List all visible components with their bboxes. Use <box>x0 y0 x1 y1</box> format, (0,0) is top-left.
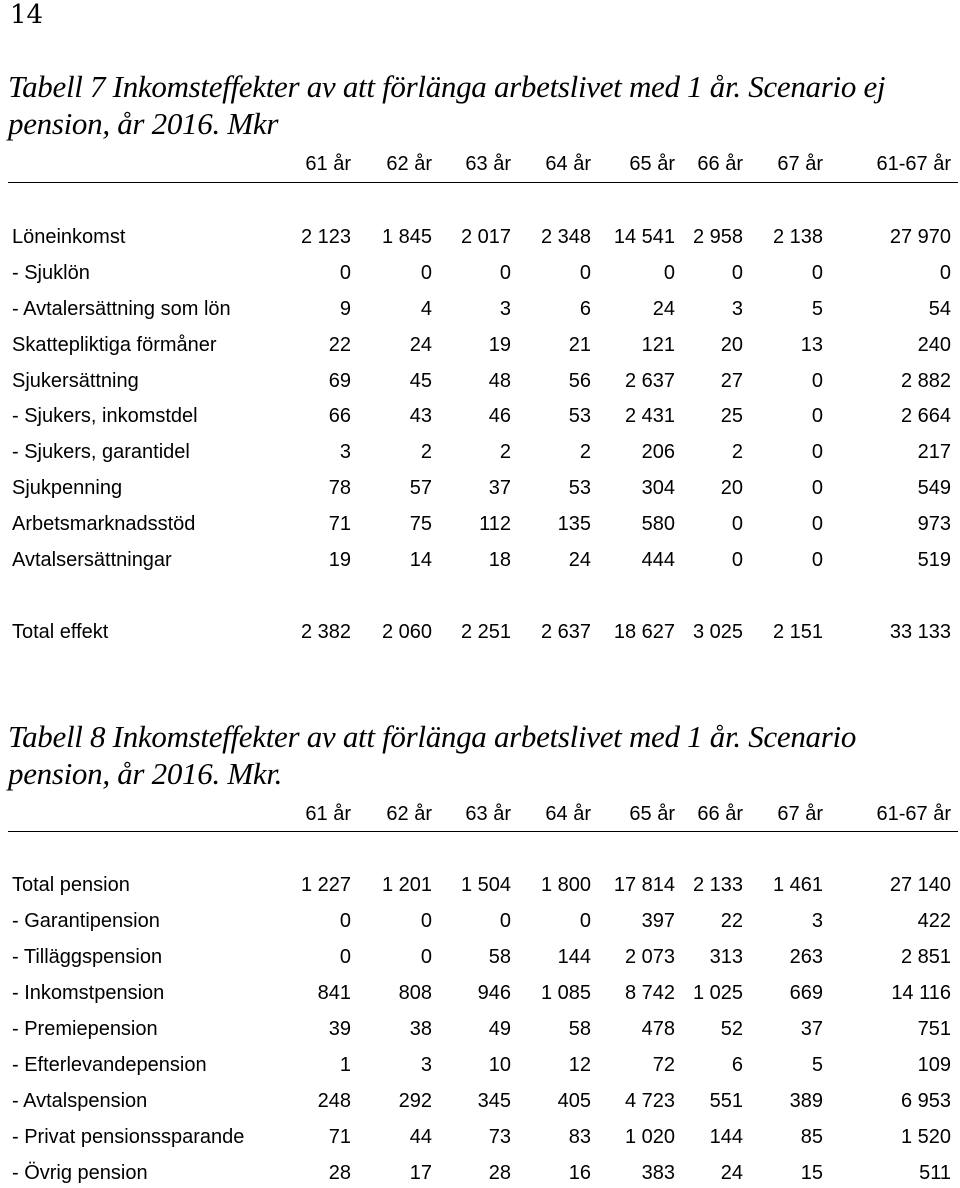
table-row <box>0 294 960 324</box>
table-cell: 37 <box>488 477 511 499</box>
table-cell: 85 <box>800 1126 823 1148</box>
table-cell: 0 <box>811 549 823 571</box>
table-cell: 4 723 <box>624 1090 675 1112</box>
table-cell: 1 520 <box>900 1126 951 1148</box>
table-cell: 2 637 <box>624 370 675 392</box>
table-cell: 2 060 <box>381 621 432 643</box>
table-cell: 33 133 <box>889 621 951 643</box>
table-cell: 72 <box>652 1054 675 1076</box>
table-cell: 422 <box>917 910 951 932</box>
table-cell: 2 664 <box>900 405 951 427</box>
table-cell: 511 <box>919 1162 951 1184</box>
table-cell: 83 <box>568 1126 591 1148</box>
table-row <box>0 1158 960 1188</box>
table-cell: 78 <box>328 477 351 499</box>
table-cell: 0 <box>499 262 511 284</box>
table-cell: 0 <box>339 262 351 284</box>
table-cell: 669 <box>789 982 823 1004</box>
table-cell: 58 <box>488 946 511 968</box>
table-cell: 1 085 <box>540 982 591 1004</box>
table-cell: 37 <box>800 1018 823 1040</box>
table-cell: 75 <box>409 513 432 535</box>
table-row <box>0 258 960 288</box>
table-cell: 5 <box>811 298 823 320</box>
table-cell: 2 <box>420 441 432 463</box>
table-cell: 1 025 <box>692 982 743 1004</box>
table-cell: 946 <box>477 982 511 1004</box>
table-cell: 2 251 <box>460 621 511 643</box>
table-cell: 2 123 <box>300 226 351 248</box>
table-cell: 17 814 <box>613 874 675 896</box>
table-cell: 49 <box>488 1018 511 1040</box>
row-label: Arbetsmarknadsstöd <box>12 513 196 535</box>
table-cell: 27 970 <box>889 226 951 248</box>
table-row <box>0 1050 960 1080</box>
row-label: Sjukersättning <box>12 370 139 392</box>
table-cell: 0 <box>811 513 823 535</box>
table-row <box>0 1122 960 1152</box>
table-cell: 444 <box>641 549 675 571</box>
table-cell: 43 <box>409 405 432 427</box>
table-cell: 0 <box>731 549 743 571</box>
table-cell: 38 <box>409 1018 432 1040</box>
row-label: - Avtalspension <box>12 1090 148 1112</box>
table-cell: 3 <box>731 298 743 320</box>
table-cell: 135 <box>557 513 591 535</box>
table-cell: 248 <box>317 1090 351 1112</box>
row-label: - Tilläggspension <box>12 946 163 968</box>
row-label: Total effekt <box>12 621 109 643</box>
row-label: Avtalsersättningar <box>12 549 172 571</box>
table-cell: 217 <box>917 441 951 463</box>
table-cell: 519 <box>917 549 951 571</box>
table-cell: 109 <box>917 1054 951 1076</box>
table-cell: 0 <box>811 405 823 427</box>
table-cell: 3 <box>811 910 823 932</box>
column-header: 66 år <box>697 153 743 175</box>
table-cell: 2 133 <box>692 874 743 896</box>
table-cell: 1 020 <box>624 1126 675 1148</box>
table-cell: 2 882 <box>900 370 951 392</box>
table-cell: 28 <box>328 1162 351 1184</box>
table-cell: 66 <box>328 405 351 427</box>
table-cell: 19 <box>488 334 511 356</box>
table-cell: 0 <box>420 262 432 284</box>
table-cell: 0 <box>811 441 823 463</box>
table-cell: 14 541 <box>613 226 675 248</box>
table-cell: 48 <box>488 370 511 392</box>
table-cell: 25 <box>720 405 743 427</box>
table-cell: 0 <box>420 910 432 932</box>
table-7-caption: Tabell 7 Inkomsteffekter av att förlänga arbetslivet med 1 år. Scenario ej pension, år 2016. Mkr <box>8 69 886 141</box>
table-cell: 71 <box>328 1126 351 1148</box>
row-label: - Efterlevandepension <box>12 1054 207 1076</box>
table-cell: 0 <box>811 477 823 499</box>
table-cell: 389 <box>789 1090 823 1112</box>
table-row <box>0 906 960 936</box>
column-header: 61-67 år <box>876 153 951 175</box>
row-label: - Sjuklön <box>12 262 90 284</box>
column-header: 62 år <box>386 803 432 825</box>
table-row <box>0 222 960 252</box>
table-cell: 2 138 <box>772 226 823 248</box>
table-cell: 1 845 <box>381 226 432 248</box>
table-cell: 24 <box>652 298 675 320</box>
table-cell: 27 <box>720 370 743 392</box>
table-cell: 12 <box>568 1054 591 1076</box>
table-cell: 8 742 <box>624 982 675 1004</box>
table-cell: 20 <box>720 477 743 499</box>
column-header: 65 år <box>629 153 675 175</box>
table-cell: 0 <box>811 262 823 284</box>
table-cell: 405 <box>557 1090 591 1112</box>
table-cell: 2 073 <box>624 946 675 968</box>
table-cell: 39 <box>328 1018 351 1040</box>
row-label: - Avtalersättning som lön <box>12 298 231 320</box>
column-header: 64 år <box>545 153 591 175</box>
table-cell: 73 <box>488 1126 511 1148</box>
column-header: 67 år <box>777 803 823 825</box>
table-cell: 2 431 <box>624 405 675 427</box>
table-cell: 56 <box>568 370 591 392</box>
table-cell: 1 504 <box>460 874 511 896</box>
table-cell: 1 201 <box>381 874 432 896</box>
table-cell: 19 <box>328 549 351 571</box>
table-cell: 10 <box>488 1054 511 1076</box>
table-cell: 206 <box>641 441 675 463</box>
table-cell: 3 <box>339 441 351 463</box>
table-cell: 841 <box>317 982 351 1004</box>
table-cell: 304 <box>641 477 675 499</box>
column-header: 63 år <box>465 803 511 825</box>
table-cell: 53 <box>568 477 591 499</box>
table-cell: 3 <box>420 1054 432 1076</box>
table-cell: 292 <box>398 1090 432 1112</box>
table-cell: 580 <box>641 513 675 535</box>
column-header: 61-67 år <box>876 803 951 825</box>
row-label: Skattepliktiga förmåner <box>12 334 217 356</box>
table-cell: 9 <box>339 298 351 320</box>
table-cell: 0 <box>731 262 743 284</box>
row-label: - Premiepension <box>12 1018 158 1040</box>
table-cell: 14 <box>409 549 432 571</box>
table-cell: 69 <box>328 370 351 392</box>
table-cell: 551 <box>709 1090 743 1112</box>
page-number: 14 <box>10 0 44 30</box>
table-cell: 24 <box>568 549 591 571</box>
table-cell: 14 116 <box>891 982 951 1004</box>
table-cell: 54 <box>928 298 951 320</box>
table-cell: 3 <box>499 298 511 320</box>
row-label: Total pension <box>12 874 130 896</box>
column-header: 66 år <box>697 803 743 825</box>
table-cell: 0 <box>731 513 743 535</box>
table-row <box>0 1014 960 1044</box>
table-cell: 24 <box>409 334 432 356</box>
row-label: Sjukpenning <box>12 477 123 499</box>
table-cell: 0 <box>420 946 432 968</box>
column-header: 61 år <box>305 153 351 175</box>
table-cell: 121 <box>641 334 675 356</box>
table-cell: 53 <box>568 405 591 427</box>
table-cell: 2 958 <box>692 226 743 248</box>
table-cell: 2 382 <box>300 621 351 643</box>
table-cell: 808 <box>398 982 432 1004</box>
table-cell: 28 <box>488 1162 511 1184</box>
table-cell: 2 851 <box>900 946 951 968</box>
table-row <box>0 473 960 503</box>
row-label: - Inkomstpension <box>12 982 165 1004</box>
table-row <box>0 401 960 431</box>
table-cell: 46 <box>488 405 511 427</box>
row-label: - Övrig pension <box>12 1162 148 1184</box>
column-header: 67 år <box>777 153 823 175</box>
table-row <box>0 1086 960 1116</box>
table-row <box>0 870 960 900</box>
table-8-header-rule <box>8 831 958 832</box>
table-cell: 0 <box>499 910 511 932</box>
table-row <box>0 617 960 647</box>
row-label: - Garantipension <box>12 910 160 932</box>
table-cell: 22 <box>720 910 743 932</box>
table-cell: 21 <box>568 334 591 356</box>
table-cell: 0 <box>579 910 591 932</box>
column-header: 62 år <box>386 153 432 175</box>
table-cell: 0 <box>811 370 823 392</box>
row-label: - Sjukers, garantidel <box>12 441 190 463</box>
table-cell: 0 <box>339 910 351 932</box>
table-cell: 2 017 <box>460 226 511 248</box>
table-cell: 57 <box>409 477 432 499</box>
table-cell: 0 <box>579 262 591 284</box>
table-cell: 1 227 <box>300 874 351 896</box>
table-cell: 18 <box>488 549 511 571</box>
table-7-header <box>0 150 960 178</box>
table-cell: 751 <box>917 1018 951 1040</box>
column-header: 64 år <box>545 803 591 825</box>
table-cell: 1 800 <box>540 874 591 896</box>
table-cell: 0 <box>339 946 351 968</box>
table-cell: 18 627 <box>613 621 675 643</box>
table-cell: 1 461 <box>772 874 823 896</box>
column-header: 61 år <box>305 803 351 825</box>
table-cell: 20 <box>720 334 743 356</box>
table-row <box>0 437 960 467</box>
table-cell: 24 <box>720 1162 743 1184</box>
table-cell: 2 637 <box>540 621 591 643</box>
table-cell: 397 <box>641 910 675 932</box>
row-label: - Privat pensionssparande <box>12 1126 245 1148</box>
table-cell: 478 <box>641 1018 675 1040</box>
table-row <box>0 509 960 539</box>
table-cell: 2 <box>499 441 511 463</box>
column-header: 65 år <box>629 803 675 825</box>
table-cell: 13 <box>800 334 823 356</box>
table-row <box>0 545 960 575</box>
table-cell: 240 <box>917 334 951 356</box>
table-cell: 58 <box>568 1018 591 1040</box>
table-cell: 44 <box>409 1126 432 1148</box>
table-cell: 15 <box>800 1162 823 1184</box>
table-8-header <box>0 800 960 828</box>
table-cell: 2 <box>731 441 743 463</box>
table-row <box>0 366 960 396</box>
table-cell: 973 <box>917 513 951 535</box>
table-cell: 16 <box>568 1162 591 1184</box>
table-cell: 4 <box>420 298 432 320</box>
table-8-caption: Tabell 8 Inkomsteffekter av att förlänga arbetslivet med 1 år. Scenario pension, år 2016. Mkr. <box>8 719 857 791</box>
table-cell: 52 <box>720 1018 743 1040</box>
table-cell: 345 <box>477 1090 511 1112</box>
table-cell: 6 <box>579 298 591 320</box>
table-cell: 2 151 <box>772 621 823 643</box>
table-cell: 383 <box>641 1162 675 1184</box>
table-cell: 3 025 <box>692 621 743 643</box>
table-cell: 313 <box>709 946 743 968</box>
table-row <box>0 978 960 1008</box>
table-cell: 2 <box>579 441 591 463</box>
table-cell: 144 <box>557 946 591 968</box>
table-cell: 6 953 <box>900 1090 951 1112</box>
table-cell: 45 <box>409 370 432 392</box>
table-cell: 1 <box>339 1054 351 1076</box>
table-row <box>0 330 960 360</box>
table-cell: 22 <box>328 334 351 356</box>
table-7-header-rule <box>8 182 958 183</box>
column-header: 63 år <box>465 153 511 175</box>
table-cell: 27 140 <box>889 874 951 896</box>
table-cell: 71 <box>328 513 351 535</box>
row-label: - Sjukers, inkomstdel <box>12 405 198 427</box>
table-cell: 0 <box>939 262 951 284</box>
table-cell: 6 <box>731 1054 743 1076</box>
row-label: Löneinkomst <box>12 226 126 248</box>
table-cell: 112 <box>479 513 511 535</box>
table-cell: 5 <box>811 1054 823 1076</box>
table-cell: 2 348 <box>540 226 591 248</box>
table-cell: 17 <box>409 1162 432 1184</box>
table-cell: 263 <box>789 946 823 968</box>
table-cell: 0 <box>663 262 675 284</box>
table-row <box>0 942 960 972</box>
table-cell: 549 <box>917 477 951 499</box>
table-cell: 144 <box>709 1126 743 1148</box>
